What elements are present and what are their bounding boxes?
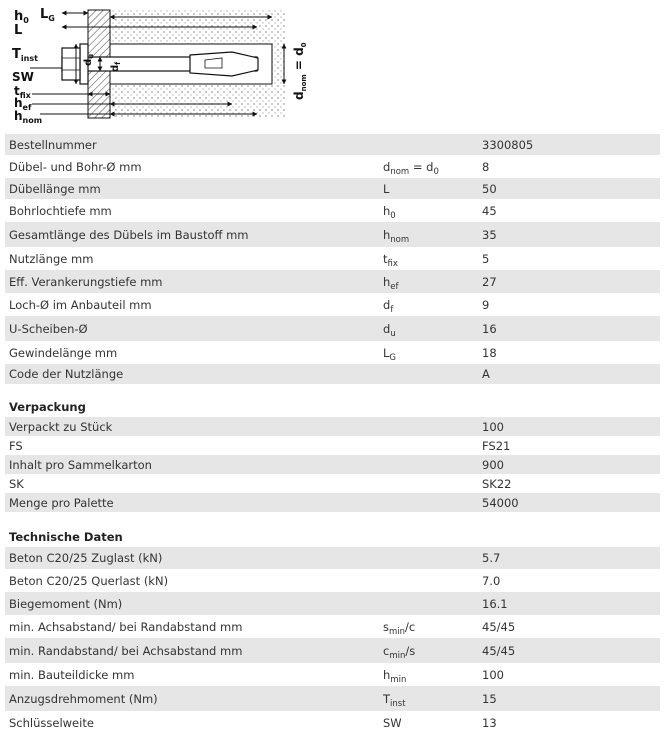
table-row [5,293,660,316]
section-heading-technische-daten: Technische Daten [9,530,123,544]
table-row [5,569,660,592]
table-row [5,134,660,155]
table-row [5,638,660,663]
row-symbol: $c_{min}/s$ [383,643,416,661]
row-symbol: $h_0$ [383,203,396,221]
row-value: 18 [482,345,497,360]
row-symbol: $t_{fix}$ [383,251,398,269]
table-row [5,199,660,222]
label-h0: $h_0$ [14,9,29,25]
row-value: A [482,367,490,381]
row-label: Dübellänge mm [9,181,101,196]
row-symbol: SW [383,715,402,730]
row-label: U-Scheiben-Ø [9,321,88,336]
row-value: 35 [482,227,497,242]
row-label: Biegemoment (Nm) [9,596,123,611]
row-value: SK22 [482,476,512,491]
row-label: Bohrlochtiefe mm [9,203,112,218]
label-tinst: $T_{inst}$ [12,47,38,63]
row-value: 5 [482,251,490,266]
table-row [5,663,660,686]
row-label: min. Randabstand/ bei Achsabstand mm [9,643,243,658]
table-row [5,417,660,436]
table-row [5,493,660,512]
row-symbol: $h_{ef}$ [383,274,399,292]
row-value: 7.0 [482,573,501,588]
row-label: Anzugsdrehmoment (Nm) [9,691,158,706]
table-row [5,436,660,455]
label-LG: $L_G$ [40,7,55,23]
row-label: Menge pro Palette [9,495,114,510]
row-symbol: $L_G$ [383,345,397,363]
row-value: 16 [482,321,497,336]
row-value: 3300805 [482,137,534,152]
label-hnom: $h_{nom}$ [14,109,43,125]
anchor-technical-drawing [0,0,320,132]
row-value: 15 [482,691,497,706]
table-row [5,364,660,384]
section-heading-verpackung: Verpackung [9,400,86,414]
table-row [5,247,660,270]
row-label: Inhalt pro Sammelkarton [9,457,152,472]
label-tfix: $t_{fix}$ [14,84,31,100]
row-symbol: $T_{inst}$ [383,691,406,709]
row-symbol: $s_{min}/c$ [383,619,416,637]
row-symbol: $h_{nom}$ [383,227,410,245]
row-label: Verpackt zu Stück [9,419,113,434]
hex-nut [62,48,80,80]
row-label: Nutzlänge mm [9,251,94,266]
table-row [5,592,660,615]
row-label: Gesamtlänge des Dübels im Baustoff mm [9,227,249,242]
row-symbol: $h_{min}$ [383,667,407,685]
row-value: 9 [482,297,490,312]
row-symbol: $d_f$ [383,297,394,315]
row-label: SK [9,476,24,491]
table-row [5,615,660,638]
label-L: L [14,23,23,38]
row-label: Beton C20/25 Zuglast (kN) [9,551,163,565]
label-hef: $h_{ef}$ [14,96,32,112]
row-value: 100 [482,419,504,434]
row-value: 45 [482,203,497,218]
row-label: min. Bauteildicke mm [9,667,135,682]
row-label: Code der Nutzlänge [9,367,124,381]
table-row [5,455,660,474]
label-SW: SW [12,70,34,84]
row-value: 54000 [482,495,519,510]
label-du: $d_u$ [83,53,95,66]
row-symbol: $d_u$ [383,321,396,339]
row-value: 100 [482,667,504,682]
spec-table [5,134,660,734]
row-value: 27 [482,274,497,289]
row-value: FS21 [482,438,511,453]
table-row [5,547,660,569]
row-label: Gewindelänge mm [9,345,118,360]
row-label: min. Achsabstand/ bei Randabstand mm [9,619,243,634]
row-label: Eff. Verankerungstiefe mm [9,274,163,289]
row-label: Bestellnummer [9,137,97,152]
expansion-sleeve [190,52,258,76]
row-value: 16.1 [482,596,508,611]
row-symbol: L [383,181,390,196]
table-row [5,711,660,734]
table-row [5,155,660,178]
row-value: 900 [482,457,504,472]
row-value: 45/45 [482,643,516,658]
row-label: Dübel- und Bohr-Ø mm [9,159,142,174]
row-label: Schlüsselweite [9,715,94,730]
row-value: 8 [482,159,490,174]
row-value: 5.7 [482,551,501,565]
label-dnom-d0: $d_{nom} = d_0$ [292,42,308,100]
row-label: FS [9,438,23,453]
table-row [5,686,660,711]
row-value: 45/45 [482,619,516,634]
row-label: Loch-Ø im Anbauteil mm [9,297,152,312]
row-value: 13 [482,715,497,730]
table-row [5,270,660,293]
label-df: $d_f$ [110,61,122,72]
table-row [5,222,660,247]
row-symbol: $d_{nom} = d_0$ [383,159,439,177]
table-row [5,316,660,341]
table-row [5,474,660,493]
row-value: 50 [482,181,497,196]
table-row [5,341,660,364]
row-label: Beton C20/25 Querlast (kN) [9,573,169,588]
table-row [5,178,660,199]
